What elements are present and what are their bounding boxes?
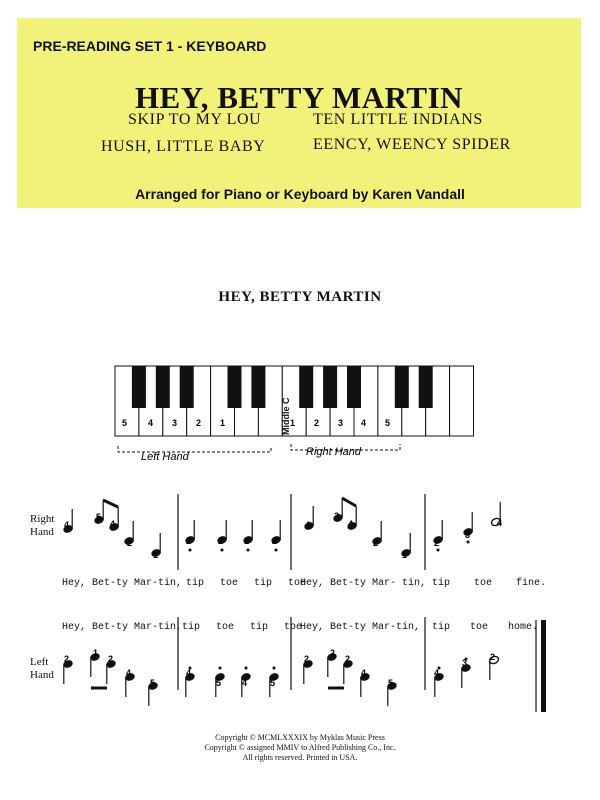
- staccato-dot: [437, 549, 440, 552]
- note-finger-number: 2: [304, 654, 310, 664]
- staccato-dot: [221, 549, 224, 552]
- black-key: [323, 366, 337, 408]
- copyright-line: All rights reserved. Printed in USA.: [242, 753, 358, 762]
- note-finger-number: 4: [110, 519, 116, 529]
- staccato-dot: [189, 549, 192, 552]
- note-finger-number: 4: [434, 668, 440, 678]
- lyric: tip toe tip toe: [186, 578, 307, 589]
- black-key: [299, 366, 313, 408]
- lyric: tip toe home.: [432, 622, 539, 633]
- lyric: Hey, Bet-ty Mar- tin,: [300, 578, 427, 589]
- staff-label-line: Right: [30, 513, 55, 525]
- right-hand-label: Right Hand: [306, 446, 362, 458]
- song-title: HUSH, LITTLE BABY: [101, 138, 266, 155]
- white-key: [450, 366, 474, 436]
- key-finger-number: 3: [172, 418, 178, 428]
- staff-system-1: [63, 494, 503, 570]
- note-finger-number: 2: [330, 648, 336, 658]
- set-label: PRE-READING SET 1 - KEYBOARD: [33, 38, 267, 54]
- left-hand-label: Left Hand: [141, 451, 189, 463]
- note-finger-number: 3: [462, 658, 468, 668]
- note-finger-number: 3: [334, 511, 340, 521]
- arranger-credit: Arranged for Piano or Keyboard by Karen Vandall: [135, 186, 465, 202]
- lyric: tip toe fine.: [432, 578, 547, 589]
- key-finger-number: 5: [122, 418, 128, 428]
- note-finger-number: 4: [64, 520, 70, 530]
- black-key: [180, 366, 194, 408]
- lyric: Hey, Bet-ty Mar-tin,: [62, 578, 183, 589]
- lyric: Hey, Bet-ty Mar-tin,: [300, 622, 421, 633]
- note-finger-number: 1: [153, 550, 159, 560]
- note-finger-number: 2: [186, 536, 192, 546]
- note-finger-number: 1: [93, 648, 99, 658]
- key-finger-number: 3: [338, 418, 344, 428]
- middle-c-label: Middle C: [281, 397, 291, 435]
- note-finger-number: 2: [272, 536, 278, 546]
- staccato-dot: [467, 541, 470, 544]
- key-finger-number: 4: [361, 418, 367, 428]
- key-finger-number: 2: [196, 418, 202, 428]
- note-finger-number: 4: [348, 519, 354, 529]
- staccato-dot: [275, 549, 278, 552]
- main-title: HEY, BETTY MARTIN: [134, 80, 464, 115]
- note-finger-number: 4: [242, 678, 248, 688]
- key-finger-number: 2: [314, 418, 320, 428]
- staccato-dot: [247, 549, 250, 552]
- staff-label-right: [30, 513, 54, 539]
- black-key: [395, 366, 409, 408]
- staccato-dot: [245, 667, 248, 670]
- note-finger-number: 2: [64, 654, 70, 664]
- black-key: [156, 366, 170, 408]
- key-finger-number: 1: [290, 418, 296, 428]
- song-title: EENCY, WEENCY SPIDER: [313, 136, 511, 153]
- copyright-line: Copyright © MCMLXXXIX by Myklas Music Press: [215, 733, 385, 742]
- note-finger-number: 1: [402, 550, 408, 560]
- piece-title: HEY, BETTY MARTIN: [218, 289, 382, 305]
- staff-label-line: Hand: [30, 526, 54, 538]
- copyright-notice: [0, 733, 600, 763]
- note-finger-number: 2: [373, 538, 379, 548]
- staff-label-line: Left: [30, 656, 49, 668]
- note-finger-number: 2: [490, 652, 496, 662]
- black-key: [251, 366, 265, 408]
- note-finger-number: 2: [434, 538, 440, 548]
- lyric: Hey, Bet-ty Mar-tin,: [62, 622, 183, 633]
- note-finger-number: 2: [218, 536, 224, 546]
- black-key: [347, 366, 361, 408]
- staccato-dot: [219, 667, 222, 670]
- note-finger-number: 4: [305, 520, 311, 530]
- staff-label-line: Hand: [30, 669, 54, 681]
- note-beam: [342, 498, 356, 506]
- note-finger-number: 2: [127, 538, 133, 548]
- notes-right-hand: [63, 498, 503, 560]
- song-title: TEN LITTLE INDIANS: [313, 111, 483, 128]
- staccato-dot: [273, 667, 276, 670]
- lyric: tip toe tip toe: [182, 622, 303, 633]
- note-finger-number: 5: [150, 678, 156, 688]
- note-finger-number: 1: [244, 536, 250, 546]
- note-finger-number: 4: [126, 668, 132, 678]
- song-title: SKIP TO MY LOU: [128, 111, 262, 128]
- black-key: [228, 366, 242, 408]
- final-barline-thick: [541, 620, 546, 712]
- black-key: [419, 366, 433, 408]
- note-finger-number: 4: [186, 668, 192, 678]
- key-finger-number: 5: [385, 418, 391, 428]
- key-finger-number: 4: [148, 418, 154, 428]
- note-finger-number: 2: [345, 654, 351, 664]
- note-finger-number: 5: [96, 512, 102, 522]
- staff-label-left: [30, 656, 54, 682]
- note-finger-number: 4: [497, 518, 503, 528]
- note-finger-number: 5: [270, 678, 276, 688]
- note-finger-number: 5: [388, 678, 394, 688]
- note-beam: [103, 500, 118, 507]
- note-finger-number: 3: [465, 530, 471, 540]
- black-key: [132, 366, 146, 408]
- note-finger-number: 2: [108, 654, 114, 664]
- notes-left-hand: [63, 648, 500, 706]
- copyright-line: Copyright © assigned MMIV to Alfred Publishing Co., Inc.: [204, 743, 396, 752]
- key-finger-number: 1: [220, 418, 226, 428]
- note-finger-number: 4: [361, 668, 367, 678]
- note-finger-number: 5: [216, 678, 222, 688]
